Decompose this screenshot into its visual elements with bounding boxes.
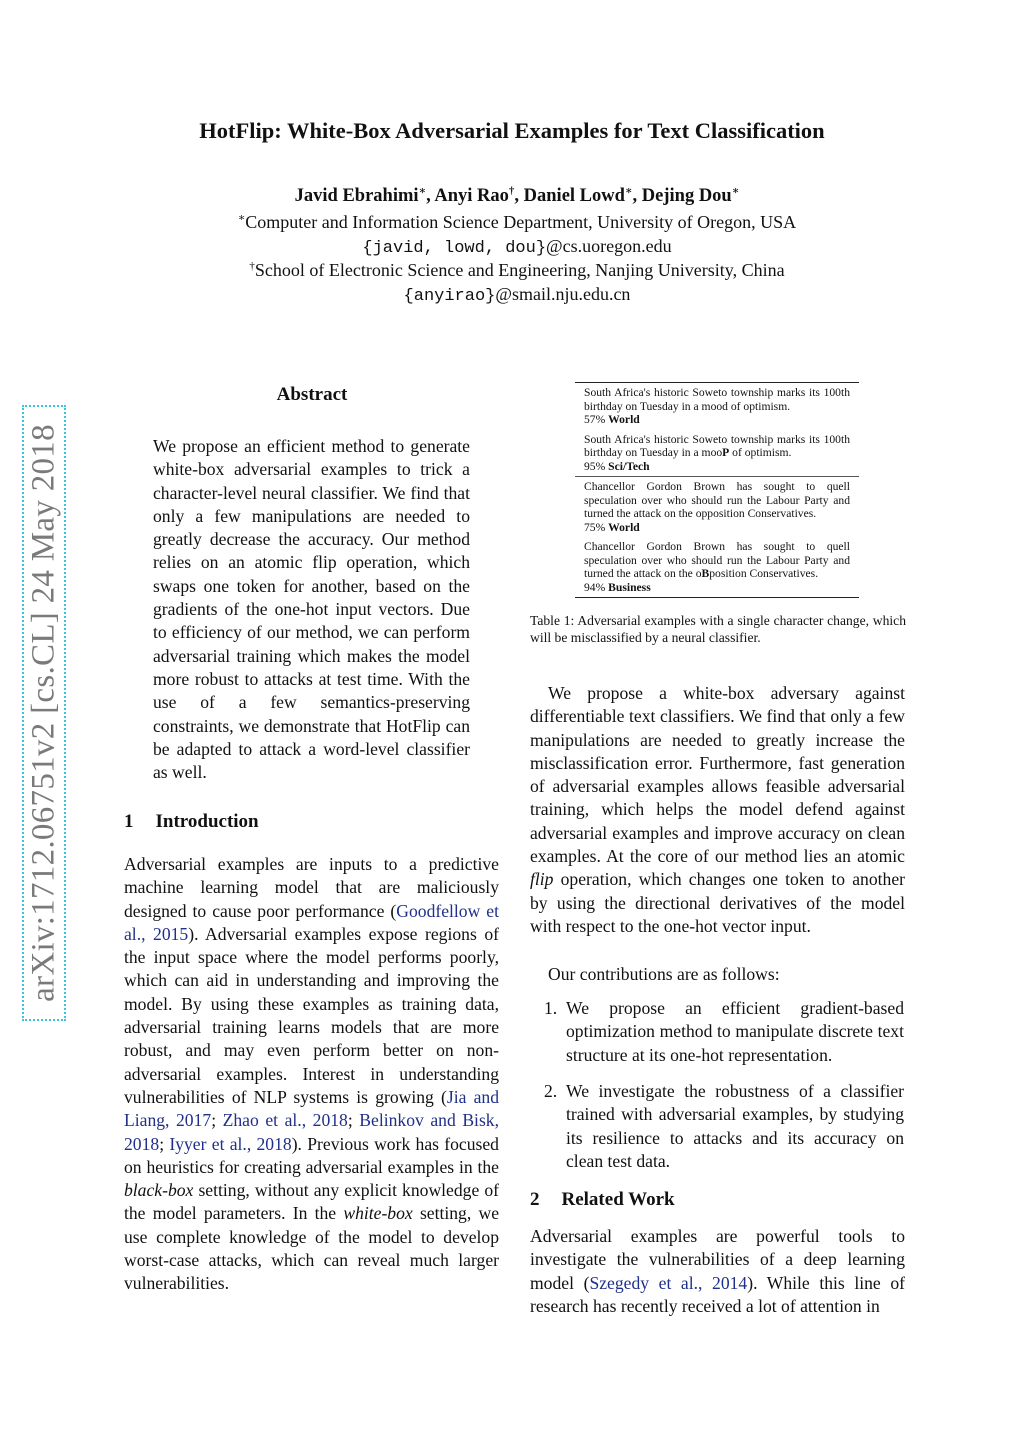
text-run: ; (347, 1110, 360, 1131)
citation-link[interactable]: Zhao et al., 2018 (222, 1110, 348, 1131)
email-user: {anyirao} (403, 287, 496, 306)
emphasis: white-box (343, 1203, 413, 1224)
author-name: Dejing Dou (641, 186, 732, 206)
arxiv-stamp (22, 405, 66, 1021)
citation-link[interactable]: Goodfellow et al., 2015 (124, 900, 499, 944)
text-run: setting, we use complete knowledge of the model to develop worst-case attacks, which can reveal much larger vulnerabilities. (124, 1203, 499, 1294)
table-row (575, 476, 859, 537)
example-text: Chancellor Gordon Brown has sought to quell speculation over who should run the Labour Party and turned the attack on the opposition Conservatives. (584, 480, 850, 520)
text-run: ). While this line of research has recently received a lot of attention in (530, 1272, 905, 1316)
table-caption: Table 1: Adversarial examples with a single character change, which will be misclassified by a neural classifier. (530, 613, 906, 645)
text-run: ). Adversarial examples expose regions of the input space where the model performs poorly, which can aid in understanding and improving the model. By using these examples as training data, adversarial training learns models that are more robust, and may even perform better on non-adversarial examples. Interest in understanding vulnerabilities of NLP systems is growing ( (124, 923, 499, 1107)
section-title: Related Work (561, 1189, 675, 1210)
example-text: position Conservatives. (709, 567, 819, 580)
predicted-label: World (608, 413, 640, 426)
author-list (0, 186, 1024, 207)
list-text: We propose an efficient gradient-based optimization method to manipulate discrete text structure at its one-hot representation. (566, 998, 904, 1065)
list-number: 2. (544, 1081, 558, 1101)
introduction-paragraph (124, 853, 499, 1296)
list-item (544, 1080, 904, 1173)
text-run: ; (211, 1110, 223, 1131)
table-row (575, 383, 859, 430)
abstract-text: We propose an efficient method to generate white-box adversarial examples to trick a character-level neural classifier. We find that only a few manipulations are needed to greatly decrease the accuracy. Our method relies on an atomic flip operation, which swaps one token for another, based on the gradients of the one-hot input vectors. Due to efficiency of our method, we can perform adversarial training which makes the model more robust to attacks at test time. With the use of a few semantics-preserving constraints, we demonstrate that HotFlip can be adapted to attack a word-level classifier as well. (153, 436, 470, 783)
author-mark: † (508, 185, 515, 197)
author-separator: , (514, 186, 524, 206)
emphasis: flip (530, 869, 554, 890)
example-text: of optimism. (729, 446, 792, 459)
text-run: We propose a white-box adversary against differentiable text classifiers. We find that only a few manipulations are needed to greatly increase the misclassification error. Furthermore, fast generation of adversarial examples allows feasible adversarial training, which helps the model defend against adversarial examples and improve accuracy on clean examples. At the core of our method lies an atomic (530, 683, 905, 867)
author-separator: , (632, 186, 642, 206)
text-run: ). Previous work has focused on heuristics for creating adversarial examples in the (124, 1133, 499, 1177)
citation-link[interactable]: Iyyer et al., 2018 (169, 1133, 292, 1154)
section-number: 2 (530, 1189, 540, 1210)
section-heading-introduction (124, 811, 259, 833)
affiliation-text: Computer and Information Science Department, University of Oregon, USA (245, 212, 797, 232)
text-run: ; (159, 1133, 170, 1154)
citation-link[interactable]: Szegedy et al., 2014 (589, 1272, 748, 1293)
email-user: {javid, lowd, dou} (362, 239, 547, 258)
arxiv-stamp-text: arXiv:1712.06751v2 [cs.CL] 24 May 2018 (25, 424, 62, 1002)
intro-continuation-paragraph (530, 682, 905, 938)
paper-title: HotFlip: White-Box Adversarial Examples for Text Classification (199, 118, 825, 143)
email (0, 284, 1024, 306)
predicted-label: Business (608, 580, 651, 594)
contributions-intro: Our contributions are as follows: (548, 964, 780, 984)
author-name: Anyi Rao (434, 186, 509, 206)
author-mark: ∗ (624, 185, 633, 197)
confidence: 57% (584, 413, 606, 426)
confidence: 75% (584, 520, 606, 534)
example-text: South Africa's historic Soweto township marks its 100th birthday on Tuesday in a moo (584, 432, 850, 459)
table-row (575, 430, 859, 477)
section-number: 1 (124, 811, 134, 832)
affiliation-mark: ∗ (237, 212, 246, 224)
predicted-label: World (608, 520, 640, 534)
affiliation (0, 260, 1024, 281)
abstract-heading: Abstract (276, 384, 348, 405)
flipped-char: P (722, 446, 730, 459)
confidence: 95% (584, 459, 606, 473)
section-title: Introduction (155, 811, 259, 832)
list-text: We investigate the robustness of a classifier trained with adversarial examples, by studying its resilience to attacks and its accuracy on clean test data. (566, 1081, 904, 1171)
author-name: Daniel Lowd (523, 186, 625, 206)
confidence: 94% (584, 580, 606, 594)
text-run: setting, without any explicit knowledge of the model parameters. In the (124, 1180, 499, 1224)
text-run: Adversarial examples are inputs to a predictive machine learning model that are maliciously designed to cause poor performance ( (124, 854, 499, 921)
email-domain: @smail.nju.edu.cn (495, 284, 631, 304)
affiliation-mark: † (249, 260, 255, 272)
table-row (575, 537, 859, 597)
email (0, 236, 1024, 258)
text-run: Adversarial examples are powerful tools to investigate the vulnerabilities of a deep learning model ( (530, 1226, 905, 1293)
list-item (544, 997, 904, 1067)
citation-link[interactable]: Jia and Liang, 2017 (124, 1086, 499, 1131)
text-run: operation, which changes one token to another by using the directional derivatives of the model with respect to the one-hot vector input. (530, 869, 905, 936)
emphasis: black-box (124, 1180, 194, 1201)
list-number: 1. (544, 998, 558, 1018)
citation-link[interactable]: Belinkov and Bisk, 2018 (124, 1110, 499, 1154)
email-domain: @cs.uoregon.edu (546, 236, 672, 256)
affiliation (0, 212, 1024, 233)
example-text: Chancellor Gordon Brown has sought to quell speculation over who should run the Labour Party and turned the attack on the o (584, 540, 850, 580)
author-name: Javid Ebrahimi (294, 186, 419, 206)
example-text: South Africa's historic Soweto township marks its 100th birthday on Tuesday in a mood of optimism. (584, 386, 850, 413)
affiliation-text: School of Electronic Science and Engineering, Nanjing University, China (254, 260, 785, 280)
author-mark: ∗ (418, 185, 427, 197)
predicted-label: Sci/Tech (608, 459, 650, 473)
section-heading-related-work (530, 1189, 675, 1211)
related-work-paragraph (530, 1225, 905, 1318)
flipped-char: B (701, 567, 710, 580)
table-1 (575, 382, 859, 598)
author-mark: ∗ (731, 185, 740, 197)
author-separator: , (426, 186, 435, 206)
